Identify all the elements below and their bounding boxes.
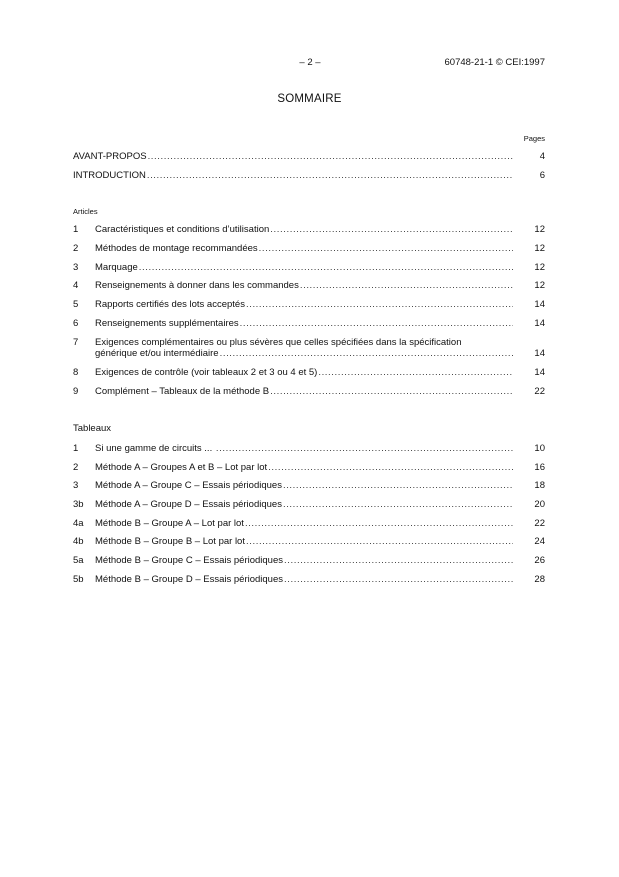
toc-entry-page: 14 xyxy=(534,348,545,359)
toc-entry-title: AVANT-PROPOS xyxy=(73,151,147,162)
dot-leader xyxy=(246,535,513,548)
toc-entry-number: 4a xyxy=(73,518,84,529)
dot-leader xyxy=(283,479,513,492)
document-reference: 60748-21-1 © CEI:1997 xyxy=(444,57,545,68)
toc-entry-number: 7 xyxy=(73,337,79,348)
dot-leader xyxy=(246,298,513,311)
toc-entry-title: Complément – Tableaux de la méthode B xyxy=(95,386,270,397)
page-title: SOMMAIRE xyxy=(277,93,342,105)
toc-entry-title: Exigences de contrôle (voir tableaux 2 et 3 ou 4 et 5) xyxy=(95,367,318,378)
dot-leader xyxy=(240,317,513,330)
pages-column-header: Pages xyxy=(523,134,545,143)
toc-entry-title: Méthodes de montage recommandées xyxy=(95,243,258,254)
toc-entry-article[interactable] xyxy=(73,261,545,274)
toc-entry-title: Méthode B – Groupe D – Essais périodiques xyxy=(95,574,283,585)
toc-entry-number: 1 xyxy=(73,224,79,235)
toc-entry-title: Méthode B – Groupe B – Lot par lot xyxy=(95,536,245,547)
toc-entry-number: 6 xyxy=(73,318,79,329)
dot-leader xyxy=(283,498,513,511)
toc-entry-number: 3b xyxy=(73,499,84,510)
toc-entry-article[interactable] xyxy=(73,366,545,379)
toc-entry-page: 12 xyxy=(534,224,545,235)
toc-entry-table[interactable] xyxy=(73,461,545,474)
tables-heading: Tableaux xyxy=(73,423,112,434)
toc-entry-number: 9 xyxy=(73,386,79,397)
toc-entry-title: générique et/ou intermédiaire xyxy=(95,348,219,359)
toc-entry-title: Marquage xyxy=(95,262,138,273)
toc-entry-article[interactable] xyxy=(73,242,545,255)
toc-entry-article[interactable] xyxy=(73,279,545,292)
toc-entry-number: 1 xyxy=(73,443,79,454)
toc-entry-table[interactable] xyxy=(73,517,545,530)
toc-entry-title: Méthode A – Groupe C – Essais périodiques xyxy=(95,480,282,491)
toc-entry-number: 8 xyxy=(73,367,79,378)
page-number: – 2 – xyxy=(299,57,321,68)
toc-entry-table[interactable] xyxy=(73,479,545,492)
toc-entry-number: 5b xyxy=(73,574,84,585)
dot-leader xyxy=(147,169,513,182)
toc-entry-page: 28 xyxy=(534,574,545,585)
toc-entry-table[interactable] xyxy=(73,573,545,586)
toc-entry-title: Méthode B – Groupe A – Lot par lot xyxy=(95,518,244,529)
toc-entry-page: 26 xyxy=(534,555,545,566)
dot-leader xyxy=(270,223,513,236)
toc-entry-page: 24 xyxy=(534,536,545,547)
dot-leader xyxy=(270,385,513,398)
toc-entry-number: 5a xyxy=(73,555,84,566)
toc-entry-title: Renseignements supplémentaires xyxy=(95,318,239,329)
dot-leader xyxy=(318,366,513,379)
toc-entry-foreword[interactable] xyxy=(73,150,545,163)
toc-entry-article[interactable] xyxy=(73,317,545,330)
dot-leader xyxy=(259,242,513,255)
toc-entry-page: 22 xyxy=(534,518,545,529)
toc-entry-title: Méthode A – Groupe D – Essais périodiques xyxy=(95,499,282,510)
toc-entry-number: 4 xyxy=(73,280,79,291)
toc-entry-number: 3 xyxy=(73,480,79,491)
toc-entry-page: 4 xyxy=(539,151,545,162)
dot-leader xyxy=(220,347,513,360)
toc-entry-page: 12 xyxy=(534,262,545,273)
dot-leader xyxy=(268,461,513,474)
toc-entry-title: Rapports certifiés des lots acceptés xyxy=(95,299,245,310)
toc-entry-page: 12 xyxy=(534,280,545,291)
toc-entry-page: 18 xyxy=(534,480,545,491)
toc-entry-introduction[interactable] xyxy=(73,169,545,182)
dot-leader xyxy=(216,442,513,455)
toc-entry-table[interactable] xyxy=(73,535,545,548)
toc-entry-title: Renseignements à donner dans les commandes xyxy=(95,280,299,291)
toc-entry-article[interactable] xyxy=(73,298,545,311)
toc-entry-table[interactable] xyxy=(73,442,545,455)
dot-leader xyxy=(300,279,513,292)
toc-entry-number: 5 xyxy=(73,299,79,310)
dot-leader xyxy=(284,573,513,586)
toc-entry-title: INTRODUCTION xyxy=(73,170,146,181)
dot-leader xyxy=(284,554,513,567)
toc-entry-title-line1: Exigences complémentaires ou plus sévères que celles spécifiées dans la spécification xyxy=(95,337,462,348)
toc-entry-page: 14 xyxy=(534,299,545,310)
toc-entry-title: Caractéristiques et conditions d’utilisation xyxy=(95,224,270,235)
toc-entry-article[interactable] xyxy=(73,337,545,360)
toc-entry-page: 6 xyxy=(539,170,545,181)
toc-entry-page: 10 xyxy=(534,443,545,454)
toc-entry-article[interactable] xyxy=(73,385,545,398)
articles-heading: Articles xyxy=(73,207,98,216)
dot-leader xyxy=(245,517,513,530)
toc-entry-number: 2 xyxy=(73,243,79,254)
toc-entry-page: 14 xyxy=(534,367,545,378)
toc-entry-title: Si une gamme de circuits ... xyxy=(95,443,215,454)
dot-leader xyxy=(148,150,513,163)
toc-entry-page: 22 xyxy=(534,386,545,397)
toc-entry-title: Méthode A – Groupes A et B – Lot par lot xyxy=(95,462,268,473)
toc-entry-number: 4b xyxy=(73,536,84,547)
toc-entry-number: 3 xyxy=(73,262,79,273)
toc-entry-table[interactable] xyxy=(73,498,545,511)
toc-entry-article[interactable] xyxy=(73,223,545,236)
toc-entry-page: 14 xyxy=(534,318,545,329)
toc-entry-table[interactable] xyxy=(73,554,545,567)
toc-entry-title: Méthode B – Groupe C – Essais périodiques xyxy=(95,555,283,566)
toc-entry-page: 20 xyxy=(534,499,545,510)
toc-entry-page: 12 xyxy=(534,243,545,254)
dot-leader xyxy=(139,261,513,274)
toc-entry-number: 2 xyxy=(73,462,79,473)
toc-entry-page: 16 xyxy=(534,462,545,473)
